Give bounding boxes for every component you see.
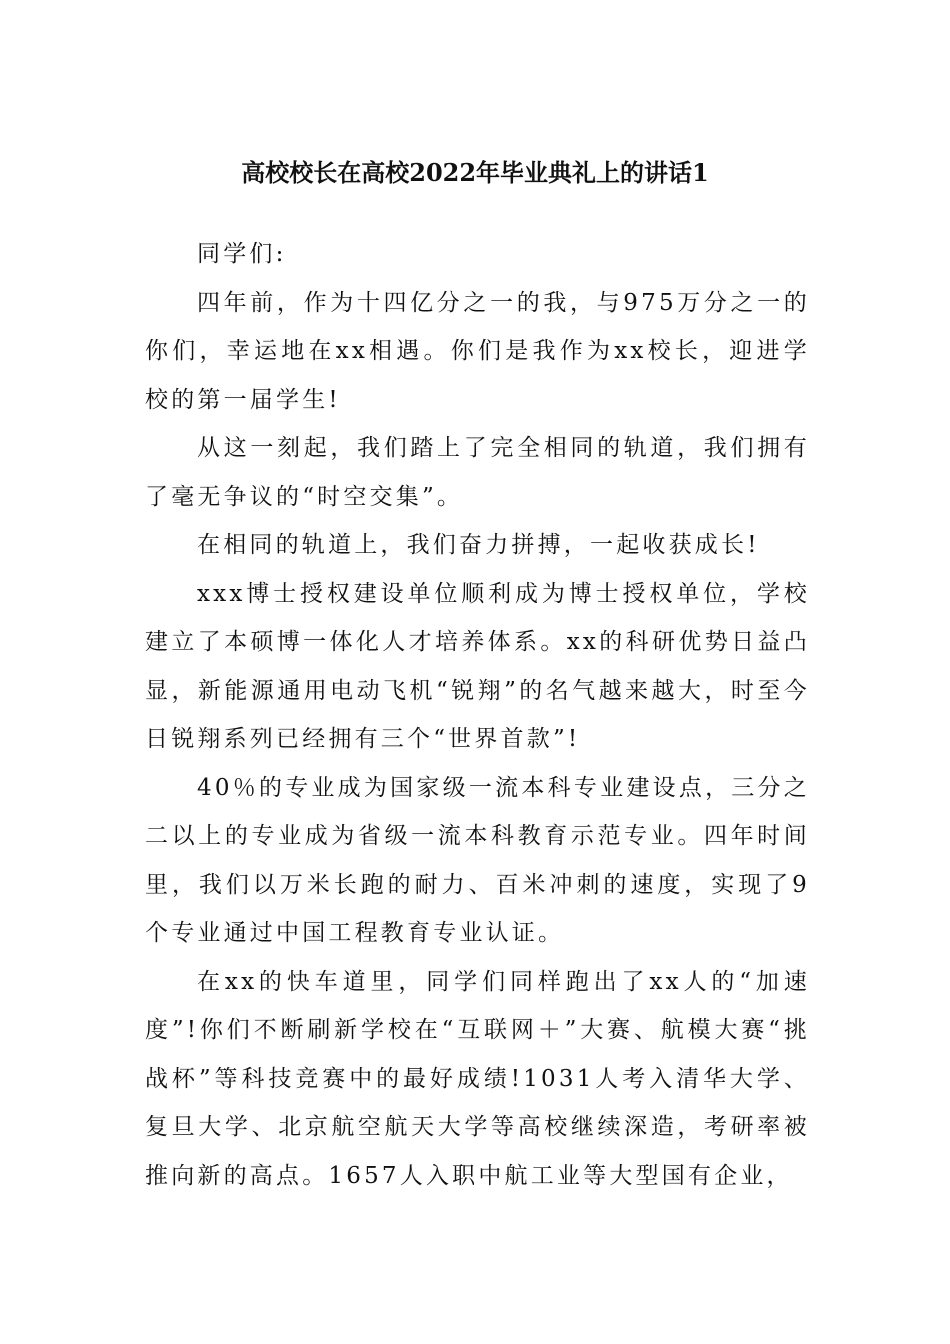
paragraph-majors: 40％的专业成为国家级一流本科专业建设点，三分之二以上的专业成为省级一流本科教育示范专业。四年时间里，我们以万米长跑的耐力、百米冲刺的速度，实现了9个专业通过中国工程教育专业认证。: [145, 774, 810, 946]
paragraph-growth: 在相同的轨道上，我们奋力拼搏，一起收获成长!: [197, 532, 760, 558]
document-title: 高校校长在高校2022年毕业典礼上的讲话1: [241, 158, 709, 187]
paragraph-doctoral: xxx博士授权建设单位顺利成为博士授权单位，学校建立了本硕博一体化人才培养体系。xx的科研优势日益凸显，新能源通用电动飞机“锐翔”的名气越来越大，时至今日锐翔系列已经拥有三个“世界首款”!: [145, 580, 810, 752]
paragraph-intro: 四年前，作为十四亿分之一的我，与975万分之一的你们，幸运地在xx相遇。你们是我作为xx校长，迎进学校的第一届学生!: [145, 289, 810, 413]
document-body: [145, 230, 810, 1200]
paragraph-salutation: 同学们:: [197, 241, 287, 267]
paragraph-achievements: 在xx的快车道里，同学们同样跑出了xx人的“加速度”!你们不断刷新学校在“互联网＋”大赛、航模大赛“挑战杯”等科技竞赛中的最好成绩!1031人考入清华大学、复旦大学、北京航空航天大学等高校继续深造，考研率被推向新的高点。1657人入职中航工业等大型国有企业，: [145, 968, 810, 1189]
paragraph-shared-track: 从这一刻起，我们踏上了完全相同的轨道，我们拥有了毫无争议的“时空交集”。: [145, 435, 810, 510]
